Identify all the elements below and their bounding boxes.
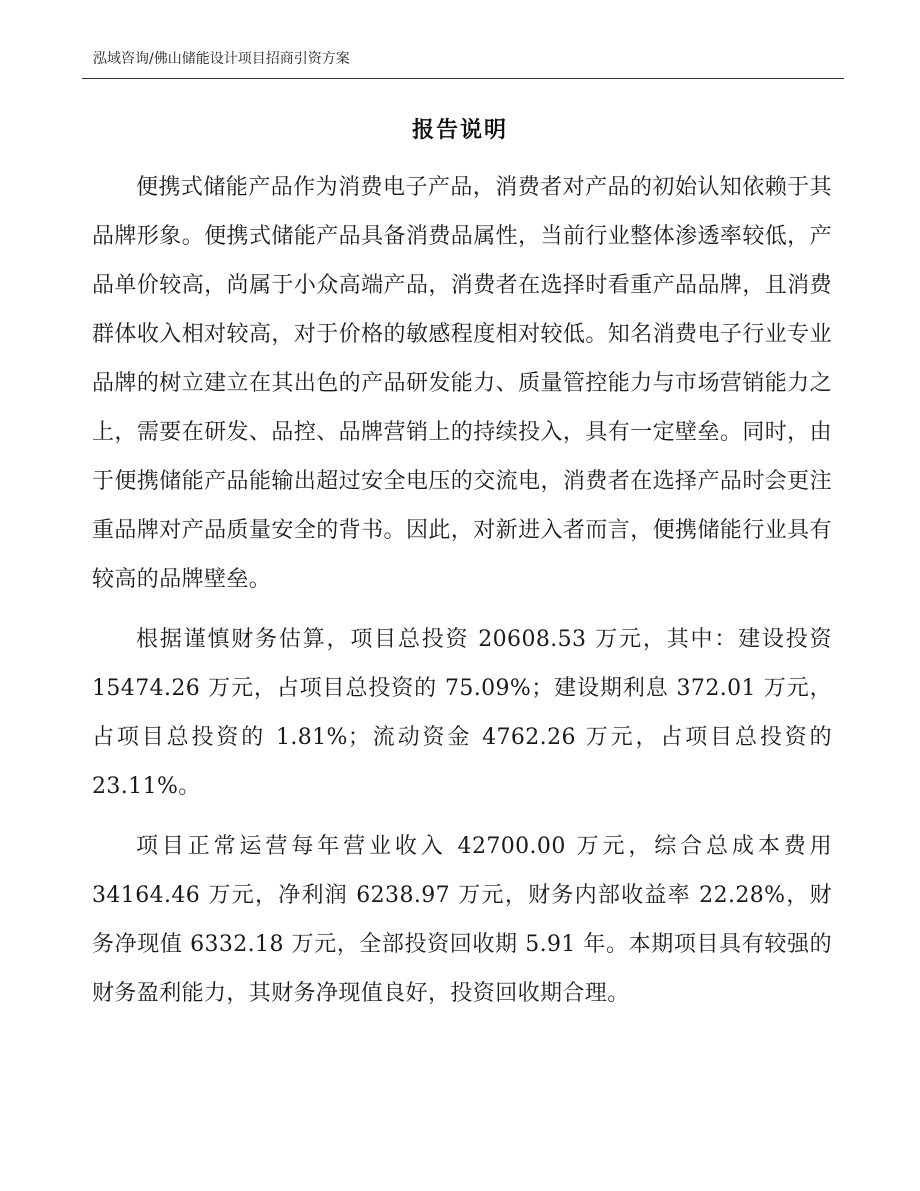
report-body (92, 163, 832, 1018)
page-header: 泓域咨询/佛山储能设计项目招商引资方案 (93, 51, 350, 67)
paragraph-market-barrier: 便携式储能产品作为消费电子产品，消费者对产品的初始认知依赖于其品牌形象。便携式储能产品具备消费品属性，当前行业整体渗透率较低，产品单价较高，尚属于小众高端产品，消费者在选择时看重产品品牌，且消费群体收入相对较高，对于价格的敏感程度相对较低。知名消费电子行业专业品牌的树立建立在其出色的产品研发能力、质量管控能力与市场营销能力之上，需要在研发、品控、品牌营销上的持续投入，具有一定壁垒。同时，由于便携储能产品能输出超过安全电压的交流电，消费者在选择产品时会更注重品牌对产品质量安全的背书。因此，对新进入者而言，便携储能行业具有较高的品牌壁垒。 (92, 175, 832, 592)
paragraph-financials: 项目正常运营每年营业收入 42700.00 万元，综合总成本费用 34164.46 万元，净利润 6238.97 万元，财务内部收益率 22.28%，财务净现值 6332.18 万元，全部投资回收期 5.91 年。本期项目具有较强的财务盈利能力，其财务净现值良好，投资回收期合理。 (92, 834, 832, 1006)
paragraph-investment: 根据谨慎财务估算，项目总投资 20608.53 万元，其中：建设投资 15474.26 万元，占项目总投资的 75.09%；建设期利息 372.01 万元，占项目总投资的 1.81%；流动资金 4762.26 万元，占项目总投资的 23.11%。 (92, 627, 832, 799)
header-divider (82, 78, 844, 79)
report-title: 报告说明 (411, 118, 508, 143)
